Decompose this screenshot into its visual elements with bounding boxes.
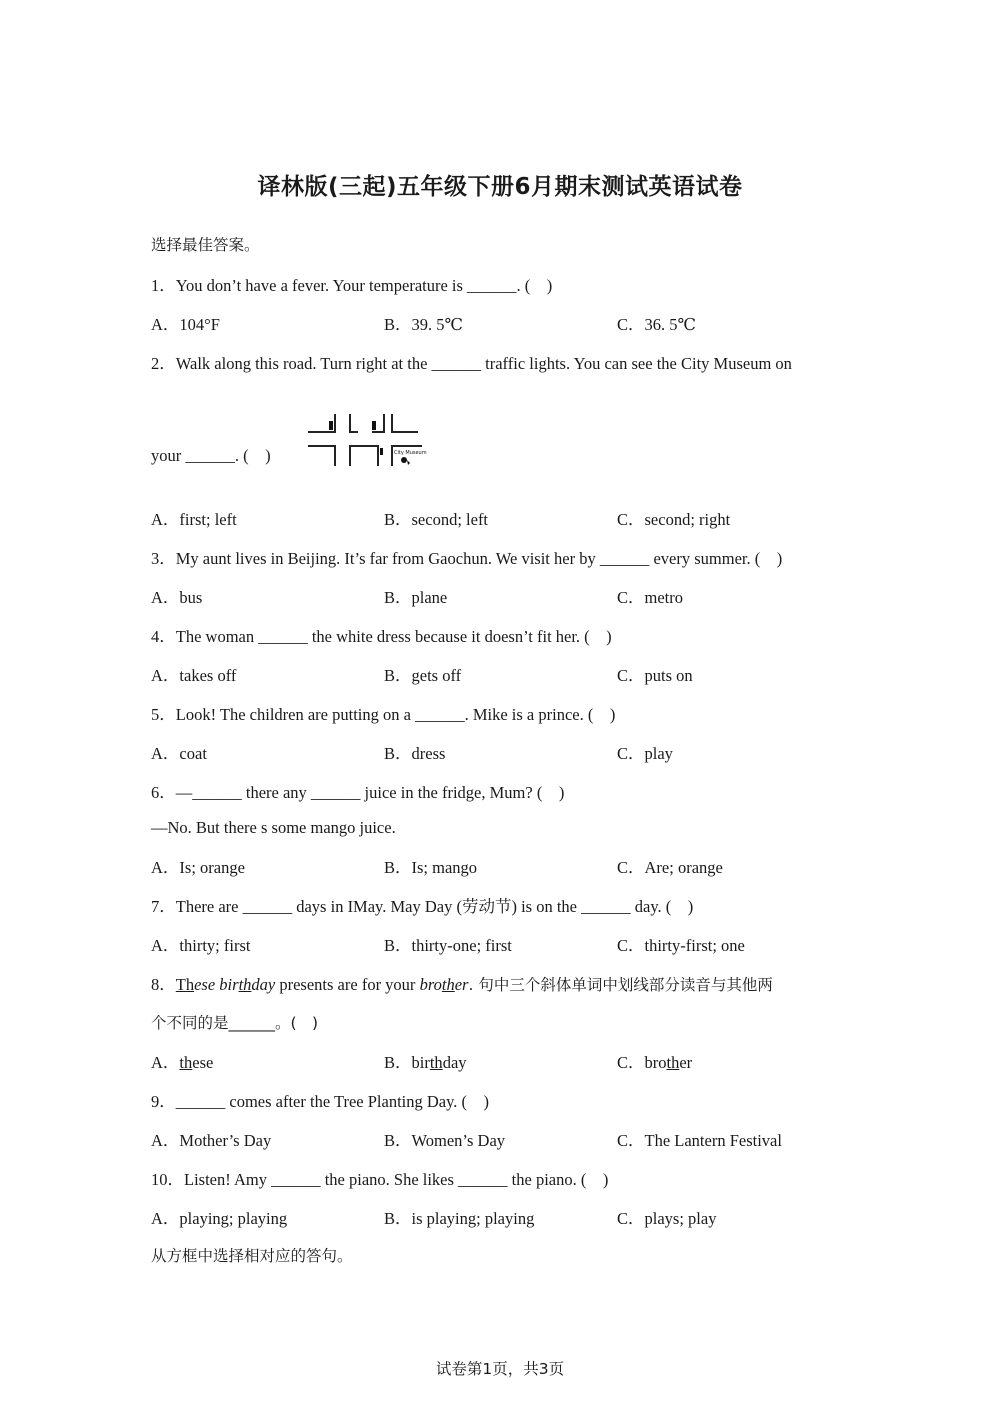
q1-option-c: C．36. 5℃ — [617, 315, 696, 334]
q10-option-a: A．playing; playing — [151, 1209, 288, 1228]
q8-word1-rest: ese — [194, 975, 216, 994]
question-9-stem: 9．______ comes after the Tree Planting Day. ( ) — [151, 1092, 490, 1111]
q9-option-b: B．Women’s Day — [384, 1131, 506, 1150]
question-4-stem: 4．The woman ______ the white dress because it doesn’t fit her. ( ) — [151, 627, 612, 646]
question-3-stem: 3．My aunt lives in Beijing. It’s far from Gaochun. We visit her by ______ every summer. ( ) — [151, 549, 783, 568]
traffic-light-icon — [380, 448, 383, 455]
question-8-stem-line2: 个不同的是______。( ) — [151, 1014, 319, 1032]
q8-word2-underlined: th — [238, 975, 252, 994]
q7-option-a: A．thirty; first — [151, 936, 251, 955]
q8-middle-text: presents are for your — [275, 975, 420, 994]
q4-option-b: B．gets off — [384, 666, 462, 685]
q5-option-a: A．coat — [151, 744, 207, 763]
q1-option-a: A．104°F — [151, 315, 220, 334]
traffic-light-icon — [372, 421, 376, 430]
q3-option-c: C．metro — [617, 588, 683, 607]
q2-option-c: C．second; right — [617, 510, 731, 529]
q9-option-a: A．Mother’s Day — [151, 1131, 272, 1150]
question-6-stem: 6．—______ there any ______ juice in the fridge, Mum? ( ) — [151, 783, 565, 802]
question-1-stem: 1．You don’t have a fever. Your temperature is ______. ( ) — [151, 276, 553, 295]
page-title: 译林版(三起)五年级下册6月期末测试英语试卷 — [257, 174, 743, 200]
section-heading-match: 从方框中选择相对应的答句。 — [151, 1247, 353, 1265]
q8-word3-start: bro — [419, 975, 442, 994]
traffic-light-icon — [329, 421, 333, 430]
q5-option-c: C．play — [617, 744, 673, 763]
question-10-stem: 10．Listen! Amy ______ the piano. She likes ______ the piano. ( ) — [151, 1170, 609, 1189]
q8-word3-end: er — [454, 975, 469, 994]
q8-instruction-tail: . 句中三个斜体单词中划线部分读音与其他两 — [468, 976, 773, 994]
section-heading-choose: 选择最佳答案。 — [151, 236, 260, 254]
q8-option-b: B．birthday — [384, 1053, 467, 1072]
q8-word1-underlined: Th — [175, 975, 195, 994]
q8-word2-start: bir — [219, 975, 239, 994]
q3-option-a: A．bus — [151, 588, 203, 607]
question-8-stem-line1 — [151, 971, 773, 995]
q8-number: 8． — [151, 975, 176, 994]
q3-option-b: B．plane — [384, 588, 448, 607]
q6-option-c: C．Are; orange — [617, 858, 723, 877]
question-7-stem: 7．There are ______ days in IMay. May Day (劳动节) is on the ______ day. ( ) — [151, 897, 694, 916]
question-6-reply: —No. But there s some mango juice. — [151, 818, 396, 837]
q8-option-a: A．these — [151, 1053, 214, 1072]
question-5-stem: 5．Look! The children are putting on a ______. Mike is a prince. ( ) — [151, 705, 616, 724]
q8-option-c: C．brother — [617, 1053, 693, 1072]
q6-option-b: B．Is; mango — [384, 858, 478, 877]
q1-option-b: B．39. 5℃ — [384, 315, 463, 334]
q5-option-b: B．dress — [384, 744, 446, 763]
museum-marker-icon — [401, 457, 407, 463]
q6-option-a: A．Is; orange — [151, 858, 245, 877]
q2-option-a: A．first; left — [151, 510, 237, 529]
q8-word2-end: day — [251, 975, 276, 994]
question-2-stem-line1: 2．Walk along this road. Turn right at the ______ traffic lights. You can see the City Museum on — [151, 354, 792, 373]
q10-option-c: C．plays; play — [617, 1209, 717, 1228]
q8-word3-underlined: th — [441, 975, 455, 994]
q4-option-c: C．puts on — [617, 666, 693, 685]
question-2-stem-line2: your ______. ( ) — [151, 446, 271, 465]
page-footer: 试卷第1页，共3页 — [435, 1360, 565, 1378]
q4-option-a: A．takes off — [151, 666, 237, 685]
map-city-museum-label: City Museum — [394, 450, 427, 456]
q7-option-b: B．thirty-one; first — [384, 936, 512, 955]
q10-option-b: B．is playing; playing — [384, 1209, 535, 1228]
q2-option-b: B．second; left — [384, 510, 489, 529]
q9-option-c: C．The Lantern Festival — [617, 1131, 782, 1150]
street-map-image — [300, 410, 430, 470]
q7-option-c: C．thirty-first; one — [617, 936, 745, 955]
